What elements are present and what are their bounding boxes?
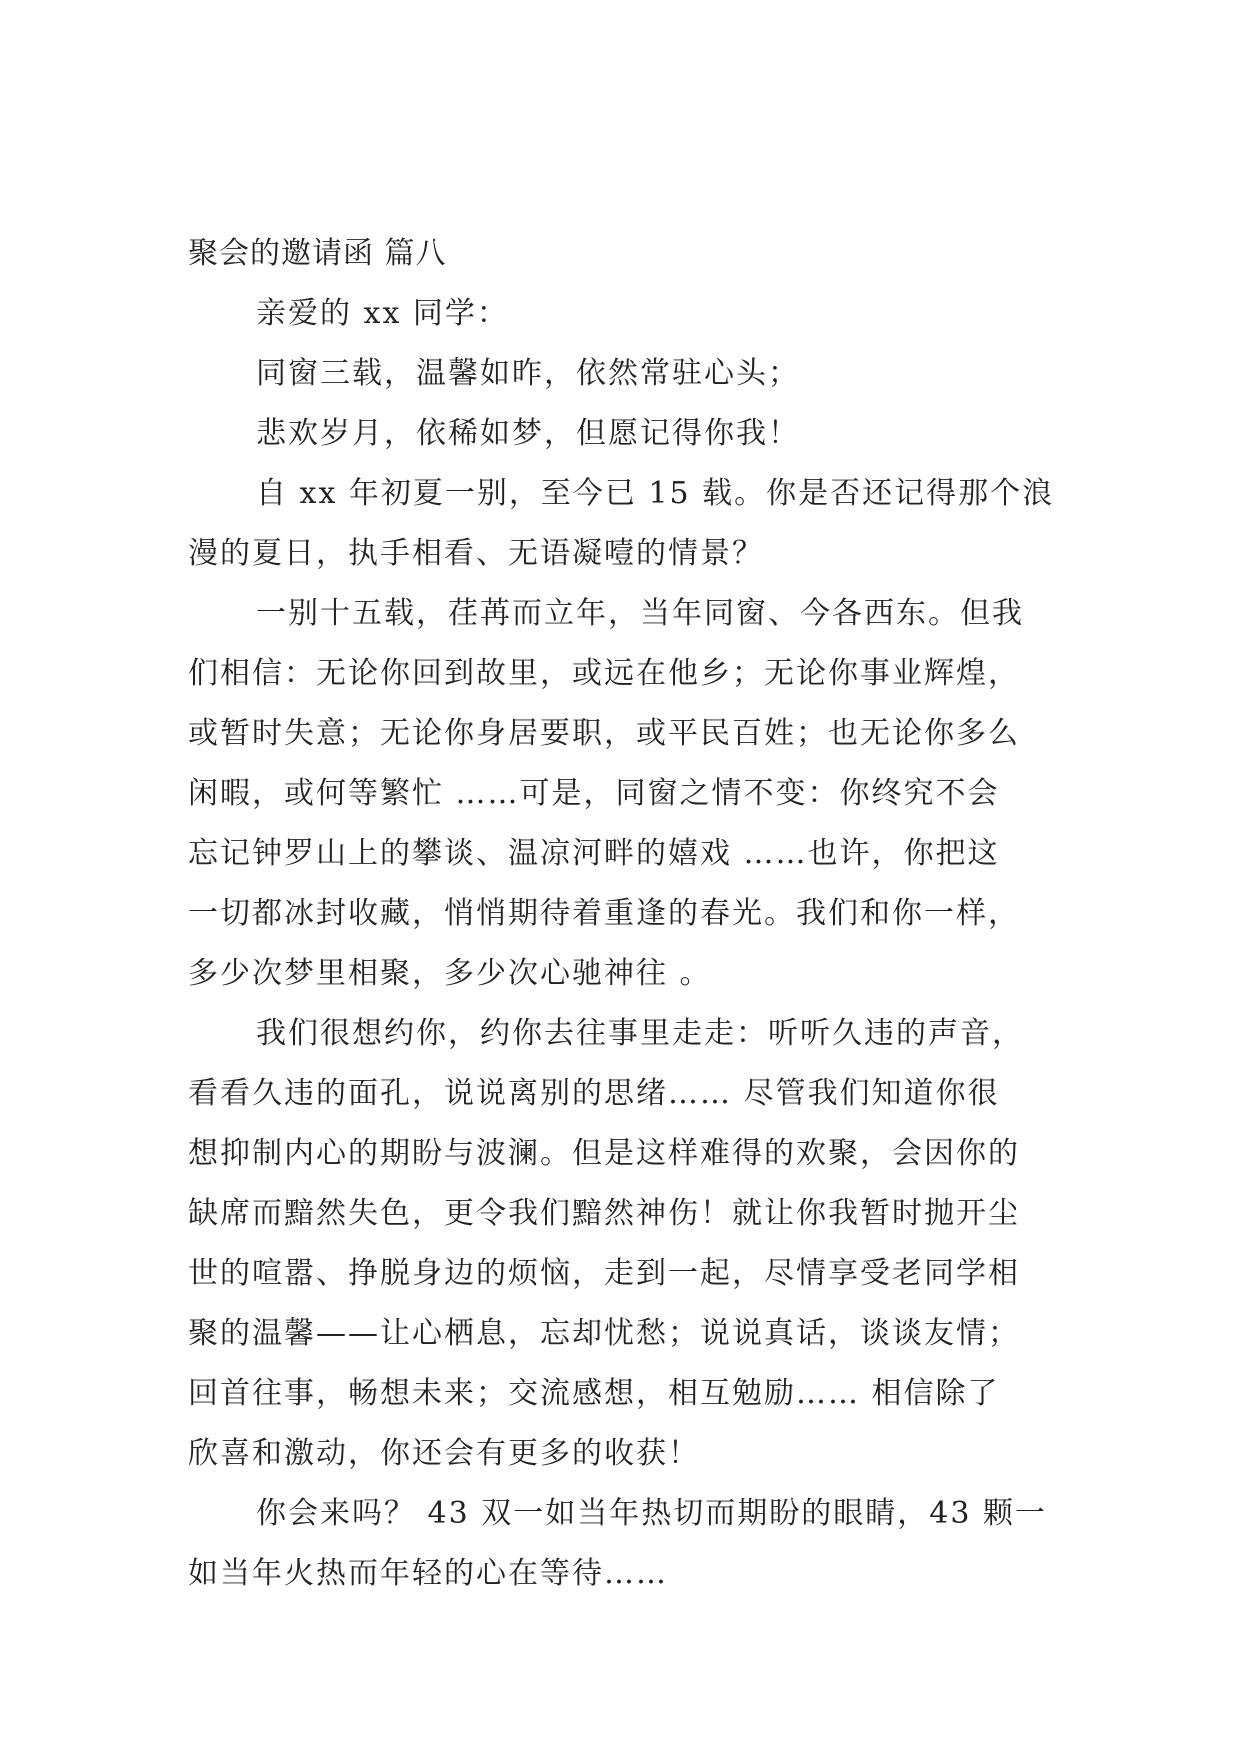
paragraph-3-line-3: 想抑制内心的期盼与波澜。但是这样难得的欢聚，会因你的 (188, 1136, 1020, 1171)
paragraph-2-line-2: 们相信：无论你回到故里，或远在他乡；无论你事业辉煌， (188, 656, 1020, 691)
paragraph-2-line-4: 闲暇，或何等繁忙 ……可是，同窗之情不变：你终究不会 (188, 776, 1000, 811)
paragraph-2-line-1: 一别十五载，荏苒而立年，当年同窗、今各西东。但我 (256, 596, 1024, 631)
greeting-line: 亲爱的 xx 同学： (256, 296, 509, 331)
paragraph-4-line-1: 你会来吗？ 43 双一如当年热切而期盼的眼睛，43 颗一 (256, 1496, 1047, 1531)
letter-body (188, 224, 1068, 1604)
paragraph-4-line-2: 如当年火热而年轻的心在等待…… (188, 1556, 668, 1591)
couplet-line-2: 悲欢岁月，依稀如梦，但愿记得你我！ (256, 416, 800, 451)
paragraph-1-line-2: 漫的夏日，执手相看、无语凝噎的情景？ (188, 536, 764, 571)
document-title: 聚会的邀请函 篇八 (188, 236, 447, 271)
paragraph-3-line-6: 聚的温馨——让心栖息，忘却忧愁；说说真话，谈谈友情； (188, 1316, 1020, 1351)
paragraph-3-line-1: 我们很想约你，约你去往事里走走：听听久违的声音， (256, 1016, 1024, 1051)
paragraph-3-line-7: 回首往事，畅想未来；交流感想，相互勉励…… 相信除了 (188, 1376, 1000, 1411)
couplet-line-1: 同窗三载，温馨如昨，依然常驻心头； (256, 356, 800, 391)
paragraph-3-line-5: 世的喧嚣、挣脱身边的烦恼，走到一起，尽情享受老同学相 (188, 1256, 1020, 1291)
paragraph-3-line-2: 看看久违的面孔，说说离别的思绪…… 尽管我们知道你很 (188, 1076, 1000, 1111)
paragraph-2-line-3: 或暂时失意；无论你身居要职，或平民百姓；也无论你多么 (188, 716, 1020, 751)
paragraph-3-line-8: 欣喜和激动，你还会有更多的收获！ (188, 1436, 700, 1471)
paragraph-2-line-6: 一切都冰封收藏，悄悄期待着重逢的春光。我们和你一样， (188, 896, 1020, 931)
paragraph-2-line-7: 多少次梦里相聚，多少次心驰神往 。 (188, 956, 712, 991)
paragraph-2-line-5: 忘记钟罗山上的攀谈、温凉河畔的嬉戏 ……也许，你把这 (188, 836, 1000, 871)
paragraph-3-line-4: 缺席而黯然失色，更令我们黯然神伤！就让你我暂时抛开尘 (188, 1196, 1020, 1231)
paragraph-1-line-1: 自 xx 年初夏一别，至今已 15 载。你是否还记得那个浪 (256, 476, 1055, 511)
